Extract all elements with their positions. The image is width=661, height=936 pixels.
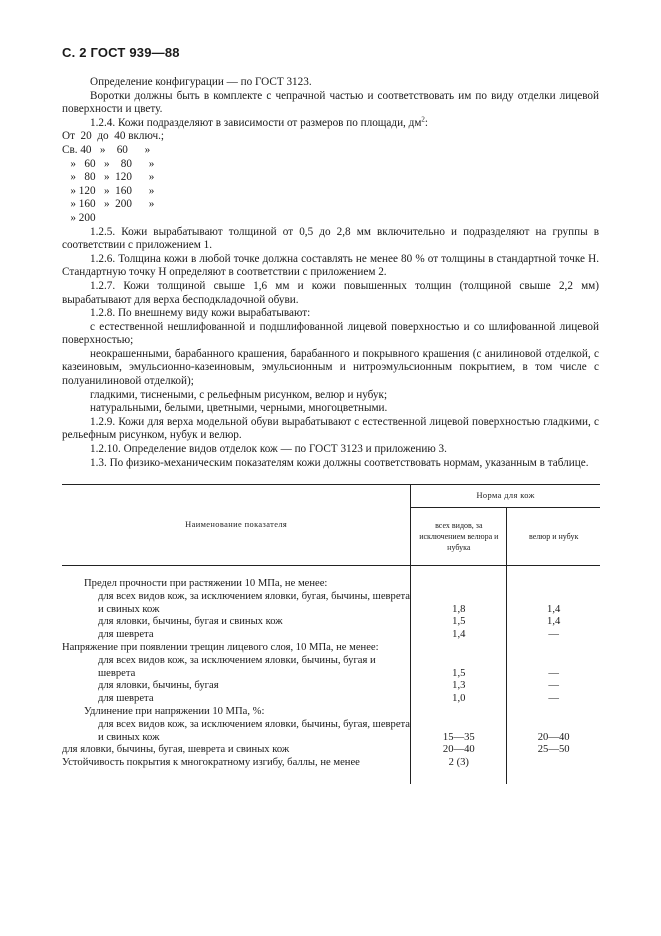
paragraph: 1.2.8. По внешнему виду кожи вырабатывают: xyxy=(90,307,311,320)
norm-all-cell xyxy=(411,642,507,655)
norm-velour-cell: 1,4 xyxy=(507,591,600,617)
indicator-name-cell: для яловки, бычины, бугая и свиных кож xyxy=(98,616,283,628)
paragraph: Воротки должны быть в комплекте с чепрачной частью и соответствовать им по виду отделки лицевой поверхности и цвету. xyxy=(62,89,599,116)
norm-velour-cell: — xyxy=(507,629,600,642)
indicator-name-cell: для яловки, бычины, бугая, шеврета и свиных кож xyxy=(62,744,290,756)
column-header-norm: Норма для кож xyxy=(411,485,600,508)
table-spacer-row xyxy=(62,566,600,579)
norms-table xyxy=(62,484,600,784)
paragraph-punct: : xyxy=(424,116,429,129)
column-header-name: Наименование показателя xyxy=(62,485,411,566)
indicator-name-cell: для всех видов кож, за исключением яловки, бычины, бугая, шеврета и свиных кож xyxy=(98,718,410,743)
table-row xyxy=(62,591,600,617)
page-header: С. 2 ГОСТ 939—88 xyxy=(62,45,180,60)
table-row xyxy=(62,719,600,745)
table-row xyxy=(62,578,600,591)
paragraph: Определение конфигурации — по ГОСТ 3123. xyxy=(90,76,312,88)
indicator-name-cell: для всех видов кож, за исключением яловки, бычины, бугая и шеврета xyxy=(98,654,376,679)
table-row xyxy=(62,744,600,757)
paragraph-areas xyxy=(62,117,599,131)
norm-velour-cell xyxy=(507,642,600,655)
range-item: Св. 40 » 60 » xyxy=(62,143,151,156)
table-row xyxy=(62,680,600,693)
range-item: » 160 » 200 » xyxy=(62,198,155,211)
table-end-row xyxy=(62,770,600,784)
body-text xyxy=(62,76,599,470)
table-row xyxy=(62,642,600,655)
indicator-name-cell: для шеврета xyxy=(98,693,154,705)
norm-velour-cell: 20—40 xyxy=(507,719,600,745)
norm-all-cell: 20—40 xyxy=(411,744,507,757)
norm-velour-cell: — xyxy=(507,655,600,681)
range-item: » 60 » 80 » xyxy=(62,157,155,170)
table-body xyxy=(62,578,600,784)
range-item: От 20 до 40 включ.; xyxy=(62,130,164,143)
indicator-name-cell: Напряжение при появлении трещин лицевого слоя, 10 МПа, не менее: xyxy=(62,641,379,653)
norm-all-cell: 1,4 xyxy=(411,629,507,642)
indicator-name-cell: Устойчивость покрытия к многократному изгибу, баллы, не менее xyxy=(62,757,360,769)
table-row xyxy=(62,706,600,719)
paragraph-text: 1.2.4. Кожи подразделяют в зависимости от размеров по площади, дм xyxy=(90,116,422,129)
norm-all-cell xyxy=(411,578,507,591)
range-item: » 200 xyxy=(62,211,96,224)
indicator-name-cell: для шеврета xyxy=(98,629,154,641)
norm-velour-cell xyxy=(507,706,600,719)
indicator-name-cell: Удлинение при напряжении 10 МПа, %: xyxy=(84,705,265,717)
norm-all-cell: 2 (3) xyxy=(411,757,507,770)
indicator-name-cell: для всех видов кож, за исключением яловки, бугая, бычины, шеврета и свиных кож xyxy=(98,590,410,615)
paragraph: гладкими, тиснеными, с рельефным рисунком, велюр и нубук; xyxy=(90,388,388,401)
norm-all-cell: 1,3 xyxy=(411,680,507,693)
paragraph: 1.2.6. Толщина кожи в любой точке должна составлять не менее 80 % от толщины в стандартной точке Н. Стандартную точку Н определяют в соответствии с приложением 2. xyxy=(62,252,599,279)
paragraph: натуральными, белыми, цветными, черными, многоцветными. xyxy=(90,402,388,415)
norm-velour-cell: — xyxy=(507,680,600,693)
norm-all-cell xyxy=(411,706,507,719)
indicator-name-cell: Предел прочности при растяжении 10 МПа, не менее: xyxy=(84,578,328,589)
norm-velour-cell: — xyxy=(507,693,600,706)
table-row xyxy=(62,629,600,642)
range-item: » 80 » 120 » xyxy=(62,171,155,184)
paragraph: 1.2.7. Кожи толщиной свыше 1,6 мм и кожи повышенных толщин (толщиной свыше 2,2 мм) вырабатывают для верха бесподкладочной обуви. xyxy=(62,279,599,306)
paragraph: 1.2.5. Кожи вырабатывают толщиной от 0,5 до 2,8 мм включительно и подразделяют на группы в соответствии с приложением 1. xyxy=(62,225,599,252)
paragraph: 1.2.10. Определение видов отделок кож — по ГОСТ 3123 и приложению 3. xyxy=(90,443,447,456)
indicator-name-cell: для яловки, бычины, бугая xyxy=(98,680,219,692)
norm-velour-cell xyxy=(507,578,600,591)
table-row xyxy=(62,693,600,706)
table-header-row xyxy=(62,485,600,508)
norm-all-cell: 1,5 xyxy=(411,655,507,681)
paragraph: с естественной нешлифованной и подшлифованной лицевой поверхностью и со шлифованной лицевой поверхностью; xyxy=(62,320,599,347)
norm-all-cell: 1,8 xyxy=(411,591,507,617)
column-header-velour: велюр и нубук xyxy=(507,508,600,566)
norm-all-cell: 1,0 xyxy=(411,693,507,706)
table-row xyxy=(62,655,600,681)
range-item: » 120 » 160 » xyxy=(62,184,155,197)
paragraph: неокрашенными, барабанного крашения, барабанного и покрывного крашения (с анилиновой отделкой, с казеиновым, эмульсионно-казеиновым, эмульсионным и нитроэмульсионным покрытием, в том числе с полуанилиновой отделкой); xyxy=(62,347,599,388)
norm-velour-cell xyxy=(507,757,600,770)
table-row xyxy=(62,616,600,629)
area-ranges-list xyxy=(62,130,599,225)
paragraph: 1.2.9. Кожи для верха модельной обуви вырабатывают с естественной лицевой поверхностью гладкими, с рельефным рисунком, нубук и велюр. xyxy=(62,415,599,442)
norm-velour-cell: 1,4 xyxy=(507,616,600,629)
norm-all-cell: 15—35 xyxy=(411,719,507,745)
superscript: 2 xyxy=(421,115,425,124)
column-header-all-kinds: всех видов, за исключением велюра и нубука xyxy=(411,508,507,566)
paragraph: 1.3. По физико-механическим показателям кожи должны соответствовать нормам, указанным в таблице. xyxy=(90,456,589,469)
norm-velour-cell: 25—50 xyxy=(507,744,600,757)
norm-all-cell: 1,5 xyxy=(411,616,507,629)
table-row xyxy=(62,757,600,770)
